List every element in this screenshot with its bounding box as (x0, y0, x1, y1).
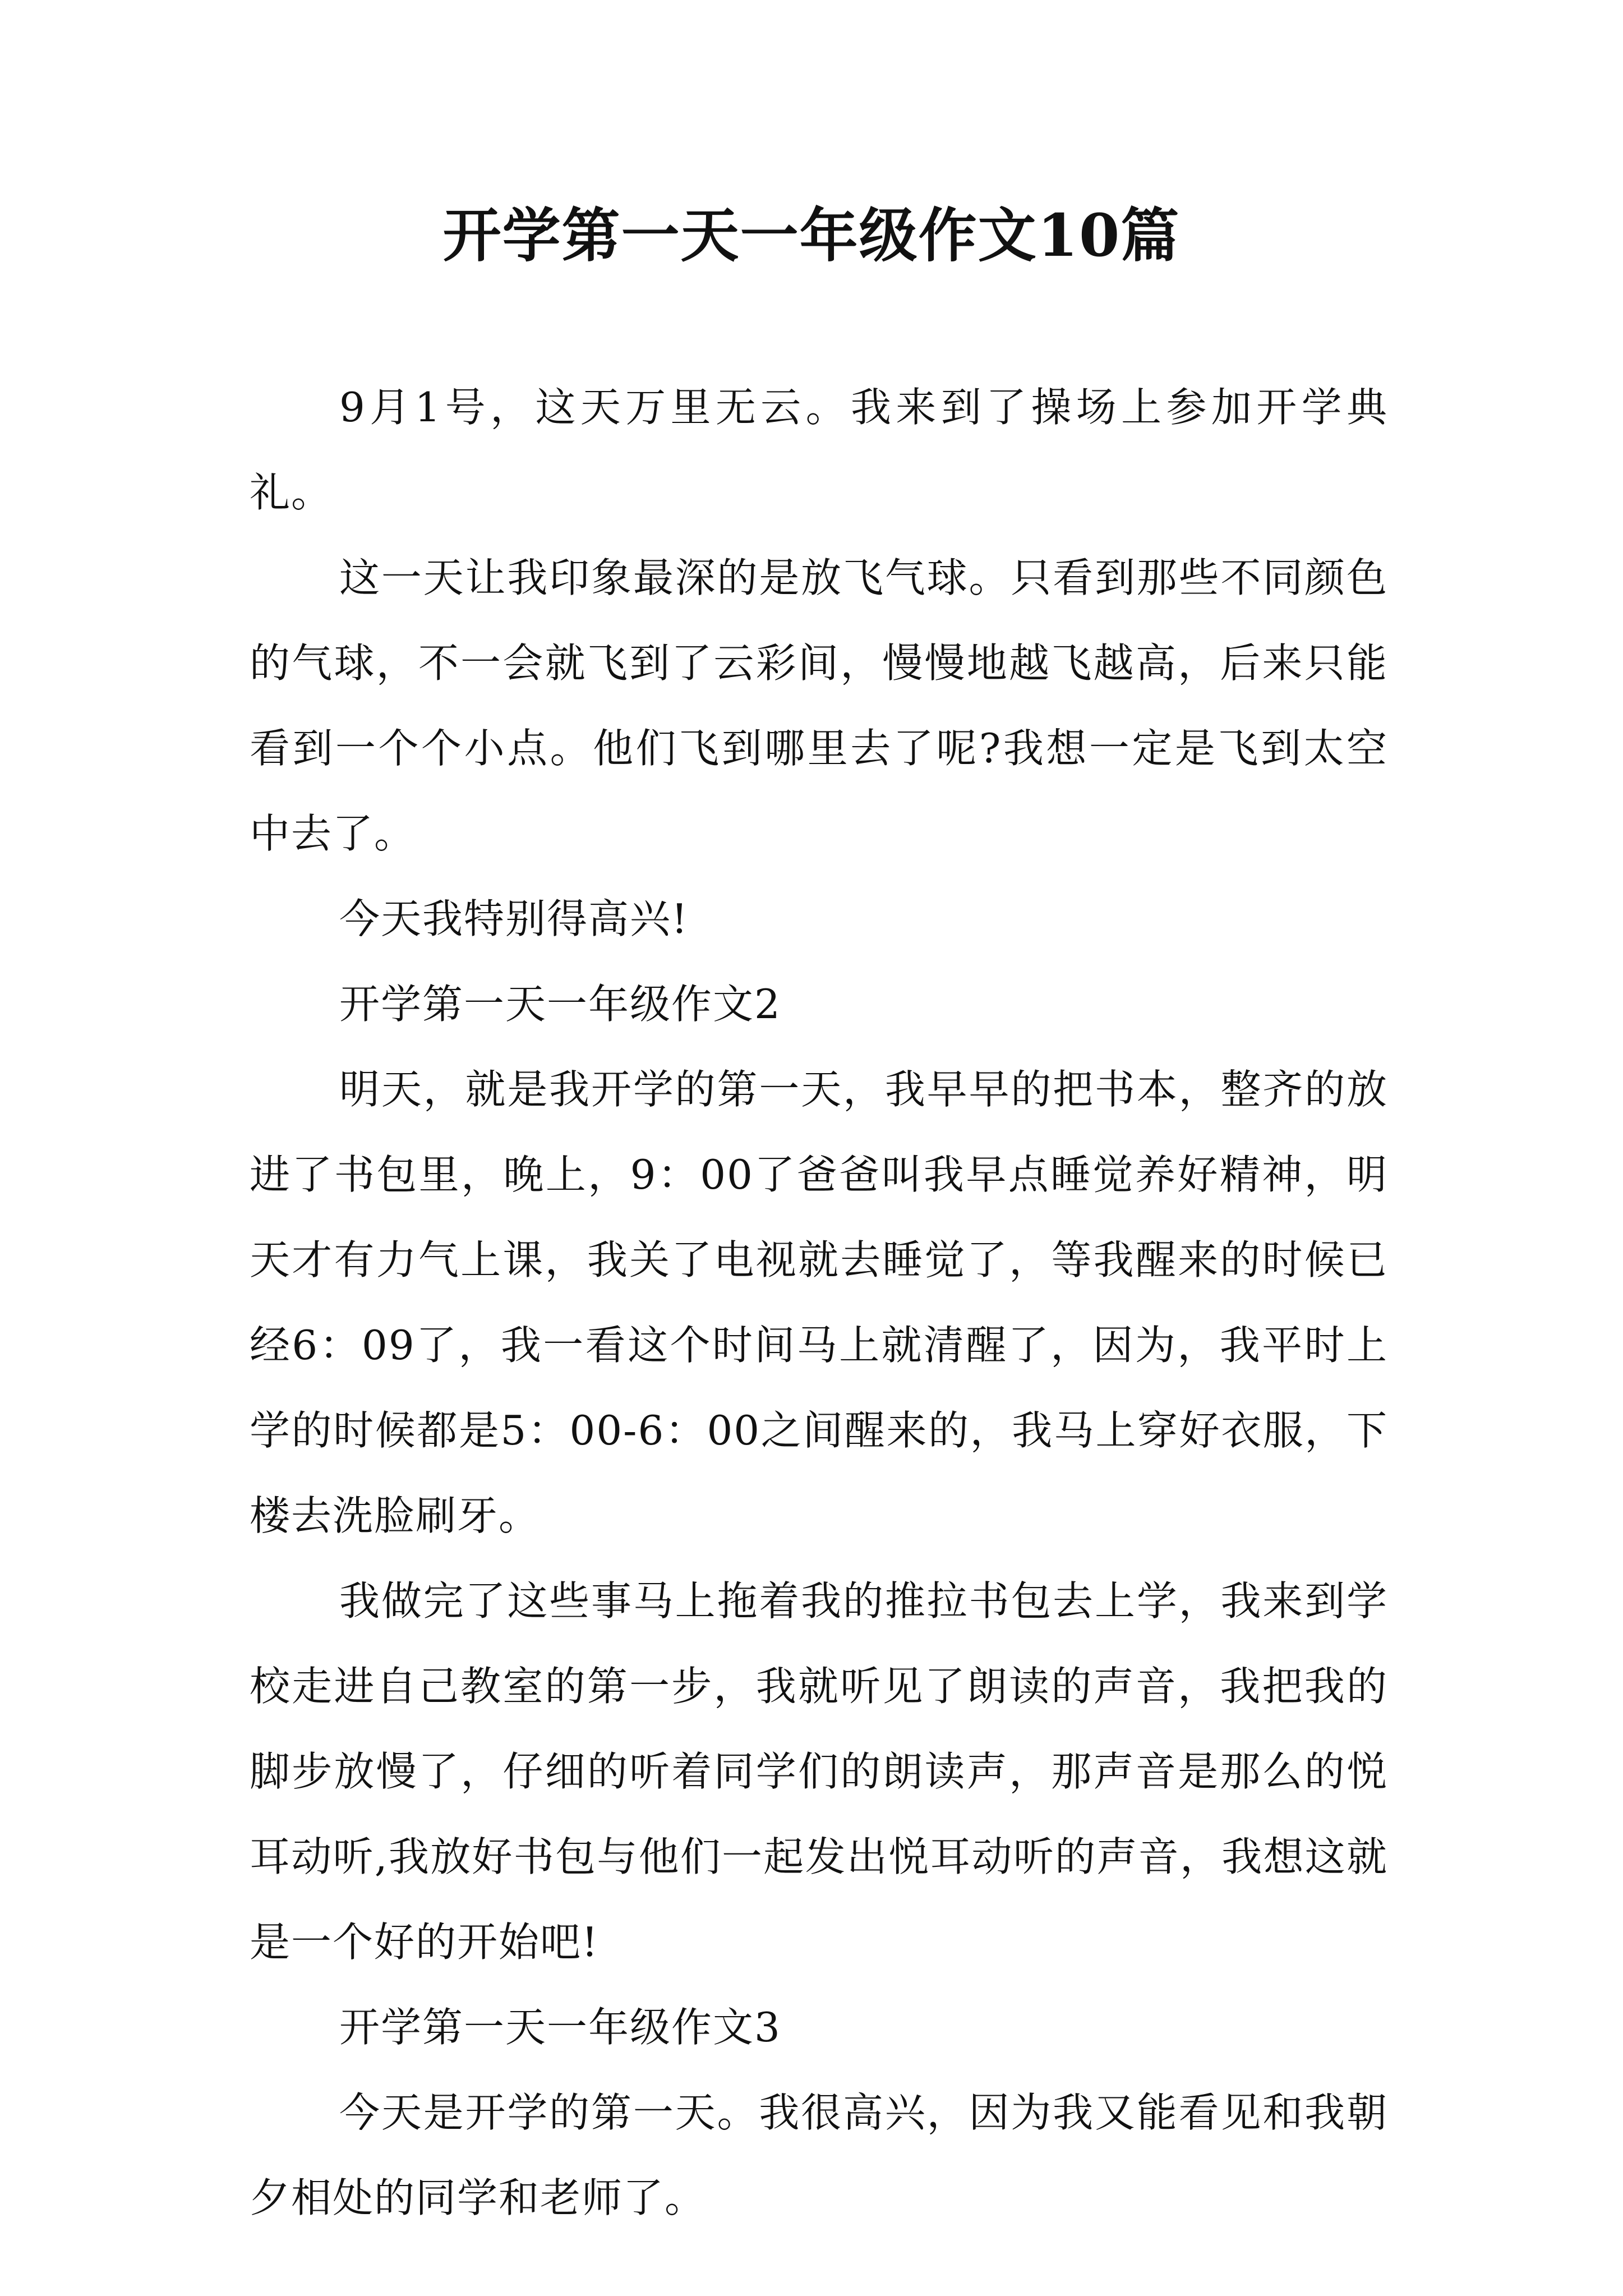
section-heading: 开学第一天一年级作文3 (339, 2004, 781, 2051)
paragraph: 今天我特别得高兴! (339, 895, 689, 942)
paragraph: 明天，就是我开学的第一天，我早早的把书本，整齐的放进了书包里，晚上，9：00了爸爸叫我早点睡觉养好精神，明天才有力气上课，我关了电视就去睡觉了，等我醒来的时候已经6：09了，我一看这个时间马上就清醒了，因为，我平时上学的时候都是5：00-6：00之间醒来的，我马上穿好衣服，下楼去洗脸刷牙。 (250, 1066, 1388, 1539)
paragraph: 9月1号，这天万里无云。我来到了操场上参加开学典礼。 (250, 384, 1388, 516)
paragraph: 今天是开学的第一天。我很高兴，因为我又能看见和我朝夕相处的同学和老师了。 (250, 2089, 1388, 2221)
document-body (250, 365, 1388, 2240)
paragraph: 我做完了这些事马上拖着我的推拉书包去上学，我来到学校走进自己教室的第一步，我就听见了朗读的声音，我把我的脚步放慢了，仔细的听着同学们的朗读声，那声音是那么的悦耳动听,我放好书包与他们一起发出悦耳动听的声音，我想这就是一个好的开始吧! (250, 1577, 1388, 1966)
document-title: 开学第一天一年级作文10篇 (442, 201, 1181, 270)
section-heading: 开学第一天一年级作文2 (339, 981, 781, 1028)
paragraph: 这一天让我印象最深的是放飞气球。只看到那些不同颜色的气球，不一会就飞到了云彩间，慢慢地越飞越高，后来只能看到一个个小点。他们飞到哪里去了呢?我想一定是飞到太空中去了。 (250, 554, 1388, 857)
